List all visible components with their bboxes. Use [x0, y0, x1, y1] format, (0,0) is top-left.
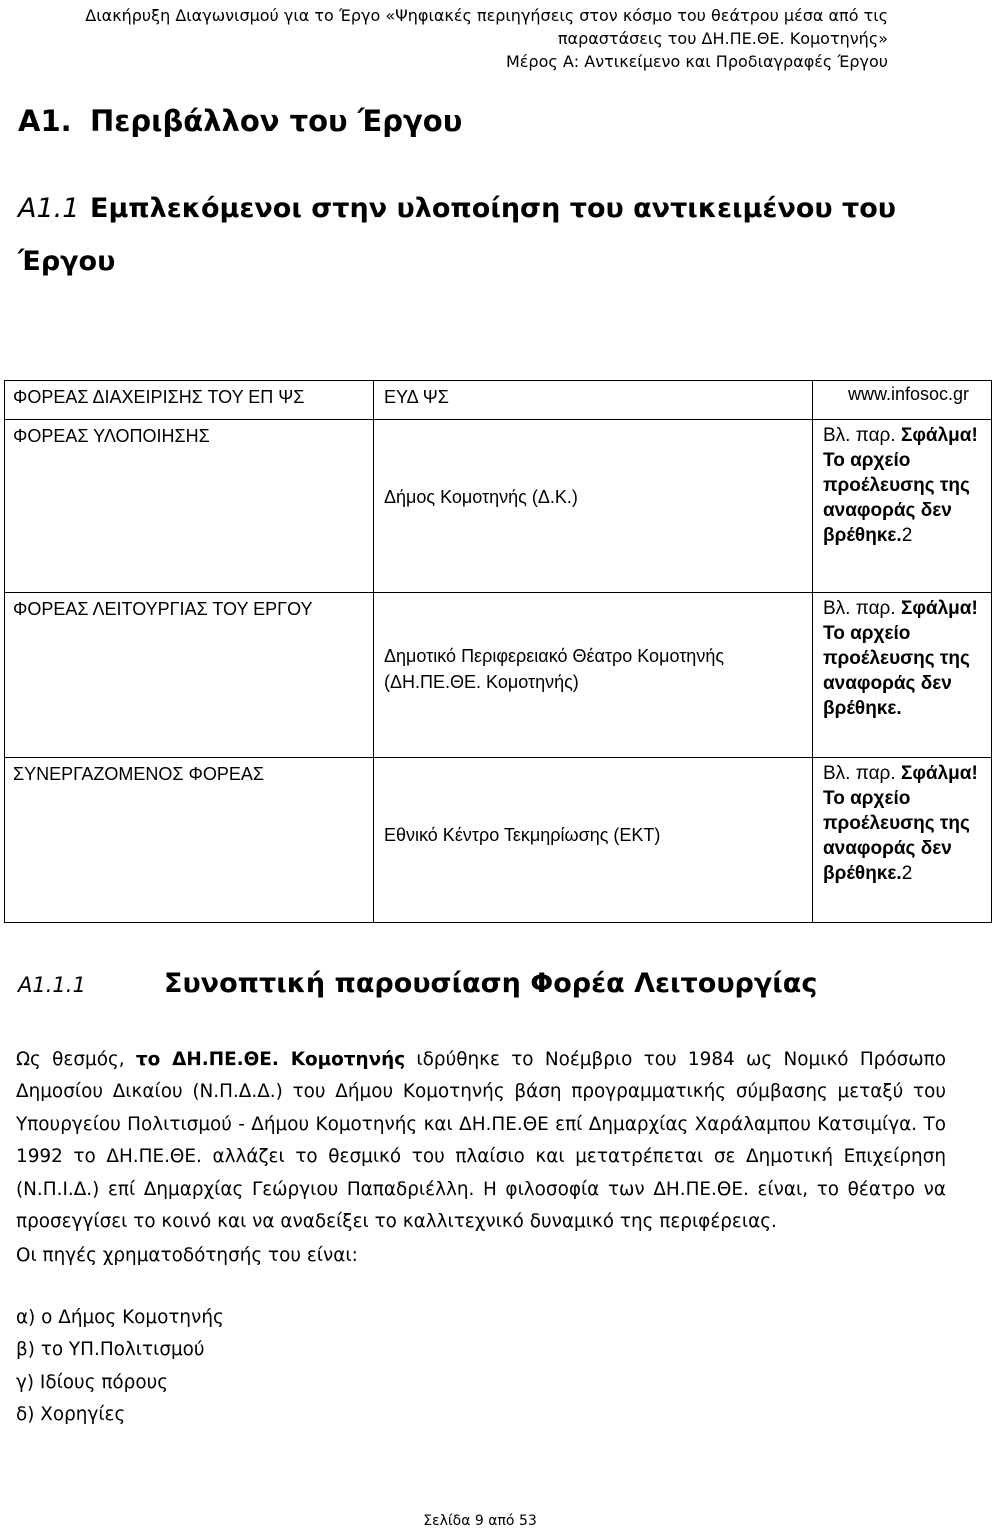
- list-item: α) ο Δήμος Κομοτηνής: [16, 1307, 224, 1328]
- reference-prefix: Βλ. παρ.: [823, 425, 896, 446]
- reference-error: Σφάλμα! Το αρχείο προέλευσης της αναφοράς δεν βρέθηκε.: [823, 598, 978, 719]
- table-row: [5, 420, 992, 593]
- entity-name: Εθνικό Κέντρο Τεκμηρίωσης (ΕΚΤ): [384, 825, 661, 845]
- reference-cell: [813, 758, 992, 923]
- role-cell: ΦΟΡΕΑΣ ΔΙΑΧΕΙΡΙΣΗΣ ΤΟΥ ΕΠ ΨΣ: [5, 381, 374, 420]
- table-row: [5, 593, 992, 758]
- website-link[interactable]: www.infosoc.gr: [847, 384, 969, 404]
- paragraph-text-1: Ως θεσμός,: [16, 1049, 136, 1070]
- entity-name: Δημοτικό Περιφερειακό Θέατρο Κομοτηνής (ΔΗ.ΠΕ.ΘΕ. Κομοτηνής): [384, 646, 725, 692]
- section-title: Συνοπτική παρουσίαση Φορέα Λειτουργίας: [164, 968, 818, 999]
- list-item: β) το ΥΠ.Πολιτισμού: [16, 1339, 205, 1361]
- entity-cell: [374, 593, 813, 758]
- entity-cell: ΕΥΔ ΨΣ: [374, 381, 813, 420]
- reference-prefix: Βλ. παρ.: [823, 598, 896, 619]
- role-cell: ΦΟΡΕΑΣ ΥΛΟΠΟΙΗΣΗΣ: [5, 420, 374, 593]
- table-row: [5, 381, 992, 420]
- document-header: [18, 4, 888, 73]
- reference-prefix: Βλ. παρ.: [823, 763, 896, 784]
- section-title: Περιβάλλον του Έργου: [90, 104, 463, 138]
- reference-cell: [813, 420, 992, 593]
- funding-list: [16, 1302, 224, 1432]
- paragraph-text-2: ιδρύθηκε το Νοέμβριο του 1984 ως Νομικό Πρόσωπο Δημοσίου Δικαίου (Ν.Π.Δ.Δ.) του Δήμου Κομοτηνής βάση προγραμματικής σύμβασης μεταξύ του Υπουργείου Πολιτισμού - Δήμου Κομοτηνής και ΔΗ.ΠΕ.ΘΕ επί Δημαρχίας Χαράλαμπου Κατσιμίγα. Το 1992 το ΔΗ.ΠΕ.ΘΕ. αλλάζει το θεσμικό του πλαίσιο και μετατρέπεται σε Δημοτική Επιχείρηση (Ν.Π.Ι.Δ.) επί Δημαρχίας Γεώργιου Παπαδριέλλη. Η φιλοσοφία των ΔΗ.ΠΕ.ΘΕ. είναι, το θέατρο να προσεγγίσει το κοινό και να αναδείξει το καλλιτεχνικό δυναμικό της περιφέρειας.: [16, 1049, 946, 1233]
- entity-cell: [374, 420, 813, 593]
- role-cell: ΣΥΝΕΡΓΑΖΟΜΕΝΟΣ ΦΟΡΕΑΣ: [5, 758, 374, 923]
- section-a111-heading: [18, 968, 817, 999]
- section-a11-heading: [18, 182, 918, 288]
- reference-suffix: 2: [901, 863, 913, 884]
- entity-cell: [374, 758, 813, 923]
- page-number: Σελίδα 9 από 53: [423, 1513, 537, 1529]
- list-item: δ) Χορηγίες: [16, 1404, 126, 1426]
- reference-cell: [813, 593, 992, 758]
- reference-error: Σφάλμα! Το αρχείο προέλευσης της αναφοράς δεν βρέθηκε.: [823, 763, 978, 884]
- section-number: Α1.1: [18, 193, 80, 224]
- role-cell: ΦΟΡΕΑΣ ΛΕΙΤΟΥΡΓΙΑΣ ΤΟΥ ΕΡΓΟΥ: [5, 593, 374, 758]
- reference-error: Σφάλμα! Το αρχείο προέλευσης της αναφοράς δεν βρέθηκε.: [823, 425, 978, 546]
- reference-suffix: 2: [901, 525, 913, 546]
- paragraph-bold: το ΔΗ.ΠΕ.ΘΕ. Κομοτηνής: [135, 1049, 406, 1070]
- table-row: [5, 758, 992, 923]
- header-line-3: Μέρος Α: Αντικείμενο και Προδιαγραφές Έργου: [505, 52, 888, 71]
- section-number-text: Α1.1.1: [18, 973, 86, 997]
- header-line-1: Διακήρυξη Διαγωνισμού για το Έργο «Ψηφιακές περιηγήσεις στον κόσμο του θεάτρου μέσα από τις: [85, 6, 888, 25]
- section-number: Α1.: [18, 104, 72, 138]
- operator-description: [16, 1044, 946, 1238]
- list-item: γ) Ιδίους πόρους: [16, 1371, 169, 1393]
- section-a1-heading: [18, 104, 462, 138]
- involved-bodies-table: [4, 380, 992, 923]
- section-title: Εμπλεκόμενοι στην υλοποίηση του αντικειμένου του Έργου: [18, 193, 897, 277]
- header-line-2: παραστάσεις του ΔΗ.ΠΕ.ΘΕ. Κομοτηνής»: [557, 29, 888, 48]
- funding-intro: Οι πηγές χρηματοδότησής του είναι:: [16, 1245, 358, 1266]
- entity-name: Δήμος Κομοτηνής (Δ.Κ.): [384, 487, 578, 507]
- section-number: [18, 973, 164, 997]
- reference-cell: [813, 381, 992, 420]
